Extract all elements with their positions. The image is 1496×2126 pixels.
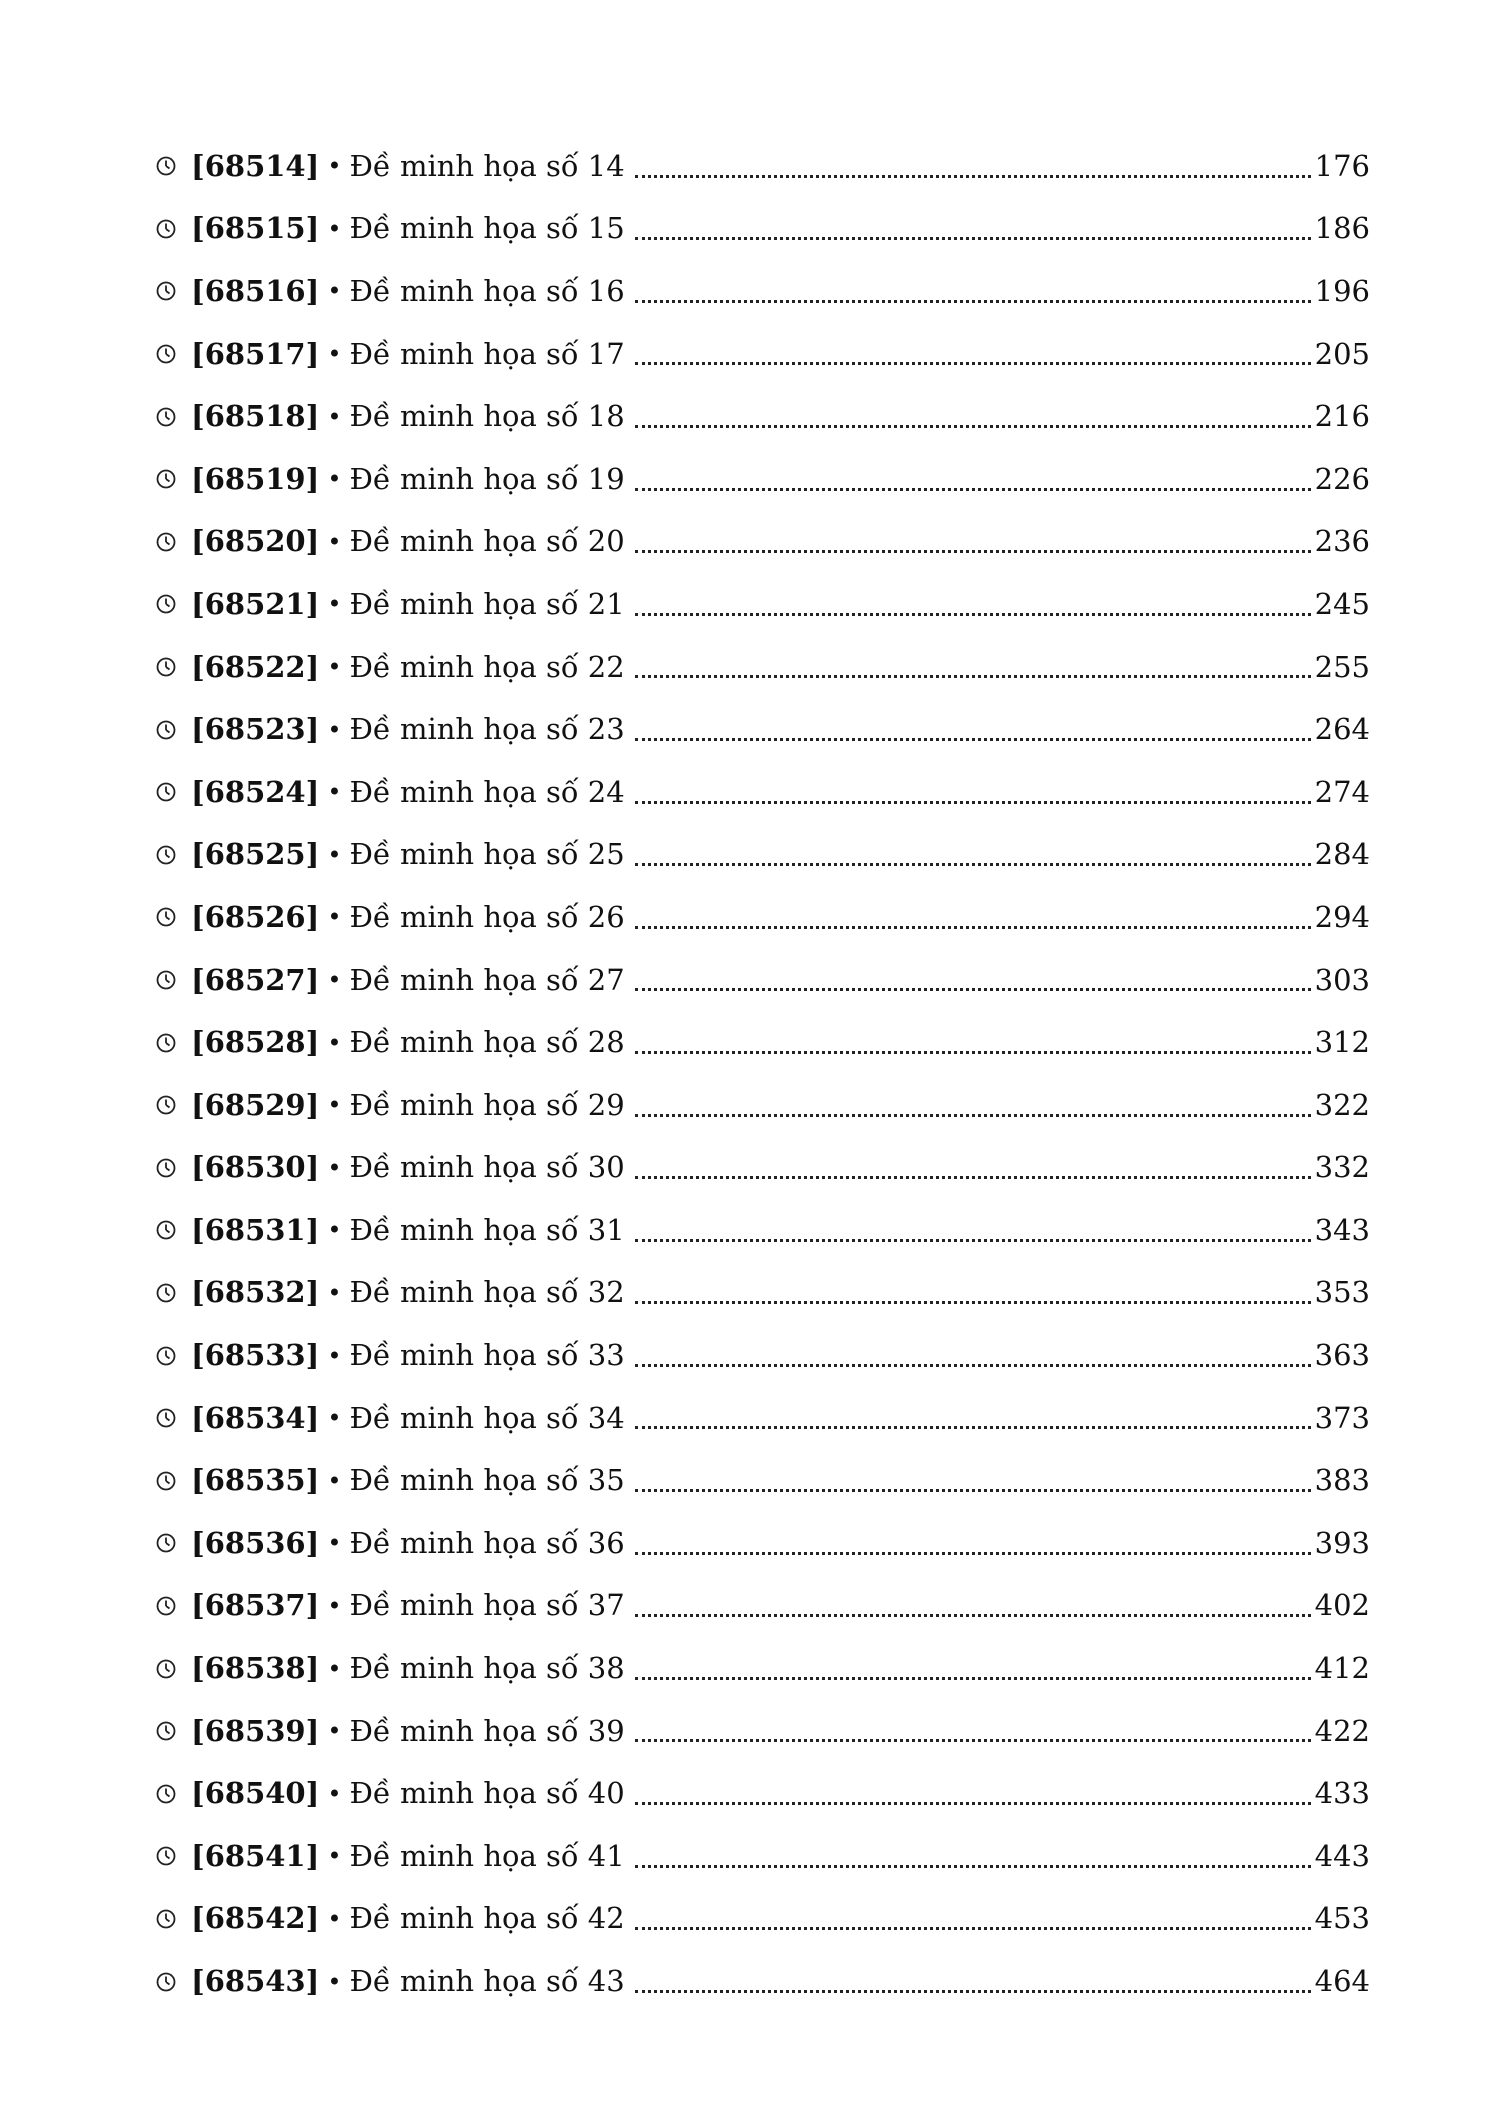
entry-title: Đề minh họa số 26 bbox=[349, 899, 625, 934]
entry-page-number: 216 bbox=[1314, 399, 1370, 434]
toc-entry-15[interactable] bbox=[155, 1011, 1370, 1074]
entry-bullet: • bbox=[327, 1842, 342, 1871]
dot-leader bbox=[635, 175, 1311, 178]
entry-page-number: 264 bbox=[1314, 712, 1370, 747]
entry-page-number: 343 bbox=[1314, 1212, 1370, 1247]
toc-entry-6[interactable] bbox=[155, 448, 1370, 511]
dot-leader bbox=[635, 988, 1311, 991]
entry-bullet: • bbox=[327, 340, 342, 369]
toc-entry-17[interactable] bbox=[155, 1137, 1370, 1200]
entry-bullet: • bbox=[327, 1404, 342, 1433]
dot-leader bbox=[635, 488, 1311, 491]
dot-leader bbox=[635, 1114, 1311, 1117]
entry-code: [68537] bbox=[191, 1588, 320, 1623]
toc-entry-14[interactable] bbox=[155, 949, 1370, 1012]
toc-entry-25[interactable] bbox=[155, 1637, 1370, 1700]
entry-code: [68516] bbox=[191, 273, 320, 308]
dot-leader bbox=[635, 1176, 1311, 1179]
entry-code: [68520] bbox=[191, 524, 320, 559]
clock-icon bbox=[155, 1344, 179, 1368]
dot-leader bbox=[635, 1239, 1311, 1242]
entry-code: [68540] bbox=[191, 1776, 320, 1811]
entry-bullet: • bbox=[327, 590, 342, 619]
toc-entry-26[interactable] bbox=[155, 1700, 1370, 1763]
toc-entry-16[interactable] bbox=[155, 1074, 1370, 1137]
entry-title: Đề minh họa số 20 bbox=[349, 524, 625, 559]
entry-bullet: • bbox=[327, 402, 342, 431]
toc-entry-13[interactable] bbox=[155, 886, 1370, 949]
entry-bullet: • bbox=[327, 1153, 342, 1182]
entry-page-number: 332 bbox=[1314, 1150, 1370, 1185]
entry-page-number: 393 bbox=[1314, 1525, 1370, 1560]
dot-leader bbox=[635, 300, 1311, 303]
entry-code: [68519] bbox=[191, 461, 320, 496]
entry-code: [68527] bbox=[191, 962, 320, 997]
entry-page-number: 245 bbox=[1314, 586, 1370, 621]
entry-code: [68531] bbox=[191, 1212, 320, 1247]
entry-page-number: 294 bbox=[1314, 899, 1370, 934]
toc-entry-11[interactable] bbox=[155, 761, 1370, 824]
entry-title: Đề minh họa số 30 bbox=[349, 1150, 625, 1185]
entry-title: Đề minh họa số 19 bbox=[349, 461, 625, 496]
entry-bullet: • bbox=[327, 465, 342, 494]
entry-bullet: • bbox=[327, 1278, 342, 1307]
clock-icon bbox=[155, 1406, 179, 1430]
entry-code: [68536] bbox=[191, 1525, 320, 1560]
dot-leader bbox=[635, 1614, 1311, 1617]
entry-page-number: 205 bbox=[1314, 336, 1370, 371]
entry-code: [68543] bbox=[191, 1964, 320, 1999]
entry-title: Đề minh họa số 29 bbox=[349, 1087, 625, 1122]
clock-icon bbox=[155, 154, 179, 178]
entry-bullet: • bbox=[327, 214, 342, 243]
entry-bullet: • bbox=[327, 1654, 342, 1683]
entry-code: [68542] bbox=[191, 1901, 320, 1936]
entry-title: Đề minh họa số 27 bbox=[349, 962, 625, 997]
toc-entry-19[interactable] bbox=[155, 1262, 1370, 1325]
toc-entry-24[interactable] bbox=[155, 1575, 1370, 1638]
toc-entry-1[interactable] bbox=[155, 135, 1370, 198]
entry-bullet: • bbox=[327, 653, 342, 682]
entry-code: [68523] bbox=[191, 712, 320, 747]
toc-entry-29[interactable] bbox=[155, 1888, 1370, 1951]
entry-title: Đề minh họa số 41 bbox=[349, 1838, 625, 1873]
entry-page-number: 464 bbox=[1314, 1964, 1370, 1999]
dot-leader bbox=[635, 1552, 1311, 1555]
toc-entry-12[interactable] bbox=[155, 824, 1370, 887]
entry-code: [68534] bbox=[191, 1400, 320, 1435]
dot-leader bbox=[635, 1426, 1311, 1429]
clock-icon bbox=[155, 905, 179, 929]
clock-icon bbox=[155, 655, 179, 679]
entry-title: Đề minh họa số 33 bbox=[349, 1338, 625, 1373]
toc-entry-10[interactable] bbox=[155, 698, 1370, 761]
entry-page-number: 402 bbox=[1314, 1588, 1370, 1623]
entry-title: Đề minh họa số 37 bbox=[349, 1588, 625, 1623]
entry-bullet: • bbox=[327, 1529, 342, 1558]
clock-icon bbox=[155, 843, 179, 867]
entry-code: [68517] bbox=[191, 336, 320, 371]
dot-leader bbox=[635, 1489, 1311, 1492]
entry-page-number: 433 bbox=[1314, 1776, 1370, 1811]
clock-icon bbox=[155, 1907, 179, 1931]
toc-entry-2[interactable] bbox=[155, 198, 1370, 261]
entry-code: [68529] bbox=[191, 1087, 320, 1122]
dot-leader bbox=[635, 1301, 1311, 1304]
entry-code: [68518] bbox=[191, 399, 320, 434]
toc-entry-27[interactable] bbox=[155, 1762, 1370, 1825]
entry-title: Đề minh họa số 36 bbox=[349, 1525, 625, 1560]
dot-leader bbox=[635, 1927, 1311, 1930]
dot-leader bbox=[635, 1677, 1311, 1680]
entry-page-number: 383 bbox=[1314, 1463, 1370, 1498]
clock-icon bbox=[155, 1093, 179, 1117]
entry-title: Đề minh họa số 31 bbox=[349, 1212, 625, 1247]
entry-code: [68539] bbox=[191, 1713, 320, 1748]
toc-entry-28[interactable] bbox=[155, 1825, 1370, 1888]
entry-title: Đề minh họa số 18 bbox=[349, 399, 625, 434]
dot-leader bbox=[635, 926, 1311, 929]
dot-leader bbox=[635, 738, 1311, 741]
entry-page-number: 373 bbox=[1314, 1400, 1370, 1435]
entry-title: Đề minh họa số 28 bbox=[349, 1025, 625, 1060]
toc-entry-23[interactable] bbox=[155, 1512, 1370, 1575]
clock-icon bbox=[155, 530, 179, 554]
entry-code: [68526] bbox=[191, 899, 320, 934]
clock-icon bbox=[155, 780, 179, 804]
clock-icon bbox=[155, 217, 179, 241]
entry-bullet: • bbox=[327, 715, 342, 744]
entry-title: Đề minh họa số 35 bbox=[349, 1463, 625, 1498]
entry-code: [68525] bbox=[191, 837, 320, 872]
entry-page-number: 226 bbox=[1314, 461, 1370, 496]
clock-icon bbox=[155, 1218, 179, 1242]
entry-page-number: 353 bbox=[1314, 1275, 1370, 1310]
entry-bullet: • bbox=[327, 778, 342, 807]
toc-entry-3[interactable] bbox=[155, 260, 1370, 323]
entry-bullet: • bbox=[327, 1028, 342, 1057]
entry-title: Đề minh họa số 40 bbox=[349, 1776, 625, 1811]
clock-icon bbox=[155, 592, 179, 616]
entry-title: Đề minh họa số 22 bbox=[349, 649, 625, 684]
entry-page-number: 284 bbox=[1314, 837, 1370, 872]
entry-code: [68532] bbox=[191, 1275, 320, 1310]
entry-title: Đề minh họa số 17 bbox=[349, 336, 625, 371]
entry-page-number: 303 bbox=[1314, 962, 1370, 997]
entry-bullet: • bbox=[327, 1091, 342, 1120]
entry-page-number: 453 bbox=[1314, 1901, 1370, 1936]
clock-icon bbox=[155, 1469, 179, 1493]
entry-bullet: • bbox=[327, 1779, 342, 1808]
entry-code: [68528] bbox=[191, 1025, 320, 1060]
dot-leader bbox=[635, 1364, 1311, 1367]
clock-icon bbox=[155, 405, 179, 429]
toc-entry-9[interactable] bbox=[155, 636, 1370, 699]
entry-title: Đề minh họa số 14 bbox=[349, 148, 625, 183]
entry-title: Đề minh họa số 24 bbox=[349, 774, 625, 809]
toc-entry-21[interactable] bbox=[155, 1387, 1370, 1450]
entry-bullet: • bbox=[327, 1717, 342, 1746]
entry-code: [68514] bbox=[191, 148, 320, 183]
entry-title: Đề minh họa số 43 bbox=[349, 1964, 625, 1999]
toc-entry-22[interactable] bbox=[155, 1449, 1370, 1512]
clock-icon bbox=[155, 1531, 179, 1555]
entry-code: [68522] bbox=[191, 649, 320, 684]
entry-title: Đề minh họa số 39 bbox=[349, 1713, 625, 1748]
dot-leader bbox=[635, 1739, 1311, 1742]
toc-entry-8[interactable] bbox=[155, 573, 1370, 636]
toc-entry-5[interactable] bbox=[155, 385, 1370, 448]
clock-icon bbox=[155, 1719, 179, 1743]
dot-leader bbox=[635, 863, 1311, 866]
entry-title: Đề minh họa số 34 bbox=[349, 1400, 625, 1435]
dot-leader bbox=[635, 1865, 1311, 1868]
dot-leader bbox=[635, 237, 1311, 240]
entry-page-number: 236 bbox=[1314, 524, 1370, 559]
clock-icon bbox=[155, 1281, 179, 1305]
dot-leader bbox=[635, 362, 1311, 365]
entry-title: Đề minh họa số 42 bbox=[349, 1901, 625, 1936]
entry-bullet: • bbox=[327, 966, 342, 995]
toc-entry-18[interactable] bbox=[155, 1199, 1370, 1262]
toc-entry-30[interactable] bbox=[155, 1950, 1370, 2013]
entry-code: [68535] bbox=[191, 1463, 320, 1498]
clock-icon bbox=[155, 279, 179, 303]
dot-leader bbox=[635, 801, 1311, 804]
entry-title: Đề minh họa số 25 bbox=[349, 837, 625, 872]
entry-bullet: • bbox=[327, 1216, 342, 1245]
entry-page-number: 186 bbox=[1314, 211, 1370, 246]
entry-page-number: 196 bbox=[1314, 273, 1370, 308]
entry-page-number: 312 bbox=[1314, 1025, 1370, 1060]
entry-bullet: • bbox=[327, 1591, 342, 1620]
entry-bullet: • bbox=[327, 1341, 342, 1370]
entry-page-number: 255 bbox=[1314, 649, 1370, 684]
entry-page-number: 322 bbox=[1314, 1087, 1370, 1122]
entry-code: [68521] bbox=[191, 586, 320, 621]
entry-page-number: 363 bbox=[1314, 1338, 1370, 1373]
entry-code: [68515] bbox=[191, 211, 320, 246]
entry-bullet: • bbox=[327, 903, 342, 932]
clock-icon bbox=[155, 342, 179, 366]
entry-code: [68533] bbox=[191, 1338, 320, 1373]
clock-icon bbox=[155, 718, 179, 742]
toc-entry-4[interactable] bbox=[155, 323, 1370, 386]
entry-code: [68541] bbox=[191, 1838, 320, 1873]
dot-leader bbox=[635, 613, 1311, 616]
clock-icon bbox=[155, 1031, 179, 1055]
entry-code: [68530] bbox=[191, 1150, 320, 1185]
entry-bullet: • bbox=[327, 152, 342, 181]
toc-entry-20[interactable] bbox=[155, 1324, 1370, 1387]
entry-code: [68538] bbox=[191, 1651, 320, 1686]
entry-page-number: 176 bbox=[1314, 148, 1370, 183]
clock-icon bbox=[155, 1156, 179, 1180]
entry-title: Đề minh họa số 38 bbox=[349, 1651, 625, 1686]
clock-icon bbox=[155, 467, 179, 491]
entry-bullet: • bbox=[327, 1904, 342, 1933]
toc-entry-7[interactable] bbox=[155, 511, 1370, 574]
entry-title: Đề minh họa số 23 bbox=[349, 712, 625, 747]
dot-leader bbox=[635, 1802, 1311, 1805]
entry-page-number: 443 bbox=[1314, 1838, 1370, 1873]
clock-icon bbox=[155, 1970, 179, 1994]
entry-code: [68524] bbox=[191, 774, 320, 809]
dot-leader bbox=[635, 675, 1311, 678]
entry-page-number: 422 bbox=[1314, 1713, 1370, 1748]
entry-title: Đề minh họa số 32 bbox=[349, 1275, 625, 1310]
dot-leader bbox=[635, 550, 1311, 553]
dot-leader bbox=[635, 425, 1311, 428]
entry-bullet: • bbox=[327, 527, 342, 556]
entry-title: Đề minh họa số 21 bbox=[349, 586, 625, 621]
entry-title: Đề minh họa số 16 bbox=[349, 273, 625, 308]
entry-page-number: 412 bbox=[1314, 1651, 1370, 1686]
clock-icon bbox=[155, 1657, 179, 1681]
clock-icon bbox=[155, 1844, 179, 1868]
entry-page-number: 274 bbox=[1314, 774, 1370, 809]
clock-icon bbox=[155, 1594, 179, 1618]
entry-bullet: • bbox=[327, 840, 342, 869]
dot-leader bbox=[635, 1990, 1311, 1993]
entry-title: Đề minh họa số 15 bbox=[349, 211, 625, 246]
entry-bullet: • bbox=[327, 1967, 342, 1996]
table-of-contents bbox=[155, 135, 1370, 2013]
dot-leader bbox=[635, 1051, 1311, 1054]
clock-icon bbox=[155, 968, 179, 992]
entry-bullet: • bbox=[327, 277, 342, 306]
entry-bullet: • bbox=[327, 1466, 342, 1495]
clock-icon bbox=[155, 1782, 179, 1806]
